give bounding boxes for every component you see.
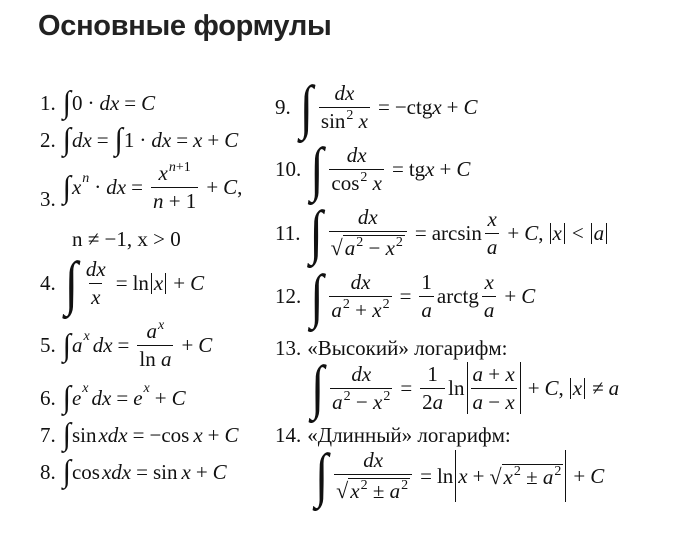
formula-9: 9. ∫ $\frac{dx}{\sin^2 x}$ = −ctg x + C	[275, 73, 478, 140]
formula-number: 3.	[40, 187, 56, 211]
formula-14-caption: «Длинный» логарифм:	[307, 423, 511, 447]
formula-14: ∫ dx √ $x^2 \pm a^2$ = ln x + √ $x^2 \pm a^2$ + C	[315, 442, 605, 509]
formula-2: 2. ∫ dx = ∫ 1 · dx = x + C	[40, 122, 239, 157]
formula-number: 13.	[275, 336, 302, 360]
formula-number: 7.	[40, 422, 56, 447]
formula-number: 4.	[40, 271, 56, 295]
formula-1: 1. ∫ 0 · dx = C	[40, 85, 156, 120]
formula-number: 6.	[40, 385, 56, 410]
page-title: Основные формулы	[38, 10, 332, 42]
formula-3: 3. ∫ x $^n$ · dx = $\frac{x^{n+1}}{n + 1}$ + C ,	[40, 160, 243, 213]
formula-5: 5. ∫ a $^x$ dx = $\frac{a^x}{\text{ln a}}$ + C	[40, 318, 213, 371]
formula-12: 12. ∫ $\frac{dx}{a^2 + x^2}$ = $\frac{1}{a}$ arctg $\frac{x}{a}$ + C	[275, 262, 536, 329]
formula-number: 2.	[40, 127, 56, 152]
formula-number: 8.	[40, 459, 56, 484]
formula-13-caption: «Высокий» логарифм:	[307, 336, 508, 360]
formula-4: 4. ∫ $\frac{dx}{x}$ = ln x + C	[40, 249, 205, 316]
formula-14-label	[275, 425, 511, 446]
formula-number: 12.	[275, 284, 302, 308]
formula-13: ∫ $\frac{dx}{a^2 - x^2}$ = $\frac{1}{2a}$ ln $\frac{a + x}{a - x}$ + C , x ≠ a	[311, 354, 620, 421]
formula-13-label	[275, 338, 508, 359]
formula-number: 14.	[275, 423, 302, 447]
formula-number: 5.	[40, 333, 56, 357]
formula-10: 10. ∫ $\frac{dx}{\cos^2 x}$ = tg x + C	[275, 135, 471, 202]
formula-number: 9.	[275, 95, 291, 119]
formula-7: 7. ∫ sin xdx = −cos x + C	[40, 417, 239, 452]
formula-3-condition: n ≠ −1, x > 0	[72, 227, 181, 251]
formula-number: 10.	[275, 157, 302, 181]
formula-number: 1.	[40, 90, 56, 115]
formula-8: 8. ∫ cos xdx = sin x + C	[40, 454, 227, 489]
formula-number: 11.	[275, 220, 301, 245]
formula-6: 6. ∫ e $^x$ dx = e $^x$ + C	[40, 380, 186, 415]
formula-11: 11. ∫ dx √ $a^2 - x^2$ = arcsin $\frac{x}{a}$ + C , x < a	[275, 207, 609, 259]
